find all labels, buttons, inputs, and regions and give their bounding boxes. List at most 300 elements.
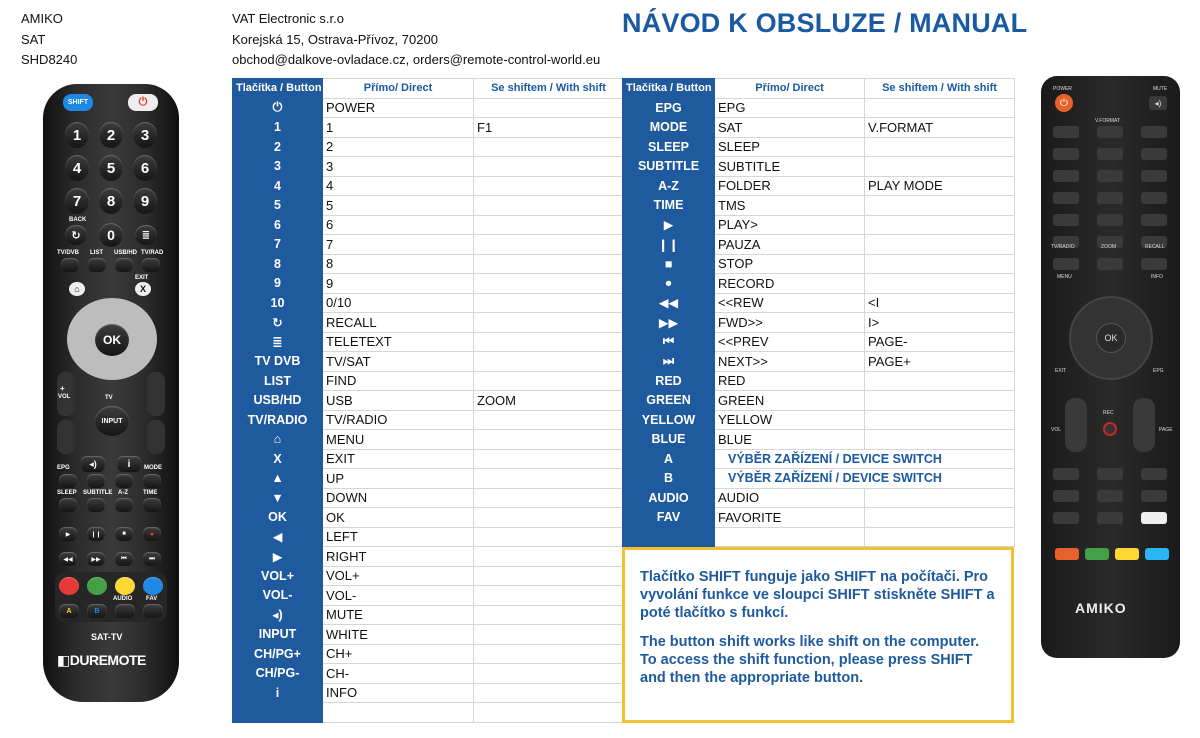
az-key: [115, 474, 133, 488]
direct-cell: EPG: [715, 98, 865, 118]
time-row-key: [115, 498, 133, 512]
usbhd-label: USB/HD: [114, 250, 138, 256]
button-cell: TIME: [623, 196, 715, 216]
red-key: [1055, 548, 1079, 560]
key: [1141, 490, 1167, 502]
key: [1141, 258, 1167, 270]
shift-cell: [865, 254, 1015, 274]
table-row: [233, 118, 624, 138]
direct-cell: 0/10: [323, 293, 474, 313]
button-cell: ⏭: [623, 352, 715, 372]
ok-key: OK: [1096, 323, 1126, 353]
button-cell: AUDIO: [623, 488, 715, 508]
shift-cell: [474, 410, 624, 430]
play-icon: ▶: [59, 527, 77, 541]
direct-cell: 6: [323, 215, 474, 235]
shift-cell: [865, 410, 1015, 430]
direct-cell: INFO: [323, 683, 474, 703]
shift-cell: F1: [474, 118, 624, 138]
fav-key: [143, 604, 163, 618]
digit-key: 9: [133, 188, 157, 214]
subtitle-label: SUBTITLE: [83, 490, 113, 496]
shift-cell: [474, 625, 624, 645]
button-cell: CH/PG+: [233, 644, 323, 664]
audio-key: [115, 604, 135, 618]
table-row: [233, 371, 624, 391]
table-row: [233, 625, 624, 645]
table-row: [233, 488, 624, 508]
table-row: [233, 508, 624, 528]
sleep-key: [59, 474, 77, 488]
table-row: [623, 469, 1015, 489]
col-header-shift: Se shiftem / With shift: [865, 79, 1015, 99]
key: [1097, 148, 1123, 160]
button-table-left: [232, 78, 624, 723]
mute-icon: ◂): [81, 456, 105, 472]
button-cell: ▲: [233, 469, 323, 489]
shift-cell: [474, 508, 624, 528]
direct-cell: AUDIO: [715, 488, 865, 508]
table-row: [623, 118, 1015, 138]
direct-cell: RECALL: [323, 313, 474, 333]
exit-icon: X: [135, 282, 151, 296]
button-cell: VOL+: [233, 566, 323, 586]
col-header-button: Tlačítka / Button: [623, 79, 715, 99]
shift-cell: [865, 391, 1015, 411]
button-cell: ⏮: [623, 332, 715, 352]
key: [1097, 490, 1123, 502]
button-cell: OK: [233, 508, 323, 528]
button-cell: ▶▶: [623, 313, 715, 333]
direct-cell: TELETEXT: [323, 332, 474, 352]
table-row: [623, 313, 1015, 333]
a-key: A: [59, 604, 79, 618]
table-row: [233, 644, 624, 664]
direct-cell: 2: [323, 137, 474, 157]
table-row: [233, 254, 624, 274]
table-row: [233, 196, 624, 216]
button-cell: ●: [623, 274, 715, 294]
direct-cell: SUBTITLE: [715, 157, 865, 177]
shift-cell: [474, 586, 624, 606]
shift-cell: [865, 196, 1015, 216]
table-row: [233, 449, 624, 469]
button-cell: i: [233, 683, 323, 703]
sleep-label: SLEEP: [57, 490, 77, 496]
list-label: LIST: [90, 250, 103, 256]
brand-line: AMIKO: [21, 11, 63, 26]
digit-key: 8: [99, 188, 123, 214]
key: [1141, 192, 1167, 204]
direct-cell: USB: [323, 391, 474, 411]
table-row: [233, 391, 624, 411]
shift-cell: [474, 644, 624, 664]
direct-cell: 7: [323, 235, 474, 255]
direct-cell: FIND: [323, 371, 474, 391]
model-line: SHD8240: [21, 52, 78, 67]
model-info: [21, 9, 77, 71]
button-cell: 2: [233, 137, 323, 157]
table-header-row: [623, 79, 1015, 99]
table-row: [623, 410, 1015, 430]
time-row-key: [59, 498, 77, 512]
blue-key: [143, 577, 163, 595]
tvrad-label: TV/RAD: [141, 250, 164, 256]
direct-cell: WHITE: [323, 625, 474, 645]
table-row: [623, 508, 1015, 528]
button-cell: ◀◀: [623, 293, 715, 313]
button-cell: ❙❙: [623, 235, 715, 255]
blue-key: [1145, 548, 1169, 560]
button-cell: GREEN: [623, 391, 715, 411]
vol-down: [57, 420, 75, 454]
table-row: [233, 293, 624, 313]
shift-cell: [474, 664, 624, 684]
table-row: [623, 176, 1015, 196]
button-cell: 5: [233, 196, 323, 216]
ch-rocker: [147, 372, 165, 416]
table-row: [233, 176, 624, 196]
button-cell: ⌂: [233, 430, 323, 450]
button-cell: LIST: [233, 371, 323, 391]
shift-cell: PAGE-: [865, 332, 1015, 352]
table-row: [623, 274, 1015, 294]
shift-cell: [474, 157, 624, 177]
shift-note: [622, 547, 1014, 723]
shift-cell: [474, 488, 624, 508]
info-label: INFO: [1151, 274, 1163, 280]
logo-d-icon: ◧: [57, 652, 70, 668]
direct-cell: TMS: [715, 196, 865, 216]
button-cell: SLEEP: [623, 137, 715, 157]
button-cell: RED: [623, 371, 715, 391]
direct-cell: TV/RADIO: [323, 410, 474, 430]
table-row: [233, 313, 624, 333]
direct-cell: RECORD: [715, 274, 865, 294]
table-row: [233, 547, 624, 567]
shift-cell: [474, 313, 624, 333]
key: [1097, 258, 1123, 270]
vendor-name: VAT Electronic s.r.o: [232, 11, 344, 26]
button-cell: 6: [233, 215, 323, 235]
vol-label: VOL: [1051, 427, 1062, 433]
shift-cell: [865, 215, 1015, 235]
ok-key: OK: [95, 324, 129, 356]
power-label: POWER: [1053, 86, 1072, 92]
page-label: PAGE: [1159, 427, 1173, 433]
brand-small: SAT-TV: [91, 632, 123, 642]
table-row: [623, 137, 1015, 157]
table-row: [233, 683, 624, 703]
direct-cell: SAT: [715, 118, 865, 138]
direct-cell: FOLDER: [715, 176, 865, 196]
direct-cell: 3: [323, 157, 474, 177]
direct-cell: <<PREV: [715, 332, 865, 352]
col-header-shift: Se shiftem / With shift: [474, 79, 624, 99]
direct-cell: RIGHT: [323, 547, 474, 567]
shift-cell: [474, 332, 624, 352]
shift-cell: [474, 527, 624, 547]
direct-cell: CH+: [323, 644, 474, 664]
table-row: [623, 332, 1015, 352]
button-cell: 7: [233, 235, 323, 255]
shift-cell: [474, 352, 624, 372]
button-cell: X: [233, 449, 323, 469]
direct-cell: MENU: [323, 430, 474, 450]
shift-cell: [474, 196, 624, 216]
pause-icon: ❙❙: [87, 527, 105, 541]
epg-label: EPG: [57, 465, 70, 471]
b-key: B: [87, 604, 107, 618]
button-cell: YELLOW: [623, 410, 715, 430]
mode-label: MODE: [144, 465, 162, 471]
shift-cell: PLAY MODE: [865, 176, 1015, 196]
recall-icon: ↻: [65, 225, 87, 245]
shift-cell: [474, 566, 624, 586]
shift-cell: [474, 371, 624, 391]
button-cell: 3: [233, 157, 323, 177]
time-row-key: [87, 498, 105, 512]
table-row: [623, 391, 1015, 411]
shift-cell: [474, 98, 624, 118]
table-row: [233, 352, 624, 372]
shift-cell: [865, 508, 1015, 528]
shift-cell: [865, 235, 1015, 255]
key: [1097, 468, 1123, 480]
shift-cell: [474, 293, 624, 313]
table-row: [233, 274, 624, 294]
time-key: [143, 474, 161, 488]
table-row: [233, 215, 624, 235]
rec-label: REC: [1103, 410, 1114, 416]
button-cell: ⏻: [233, 98, 323, 118]
button-cell: 8: [233, 254, 323, 274]
button-cell: B: [623, 469, 715, 489]
direct-cell: NEXT>>: [715, 352, 865, 372]
shift-key: SHIFT: [63, 94, 93, 111]
vendor-emails: obchod@dalkove-ovladace.cz, orders@remote-control-world.eu: [232, 52, 601, 67]
shift-cell: [865, 137, 1015, 157]
shift-cell: [474, 254, 624, 274]
direct-cell: FAVORITE: [715, 508, 865, 528]
table-row: [233, 430, 624, 450]
direct-cell: UP: [323, 469, 474, 489]
time-row-key: [143, 498, 161, 512]
vol-plus-sign: +: [60, 384, 65, 393]
record-icon: ●: [143, 527, 161, 541]
key: [1053, 148, 1079, 160]
subtitle-key: [87, 474, 105, 488]
button-cell: ↻: [233, 313, 323, 333]
button-table-right: [622, 78, 1015, 547]
button-cell: VOL-: [233, 586, 323, 606]
type-line: SAT: [21, 31, 46, 47]
fwd-icon: ▶▶: [87, 552, 105, 566]
shift-cell: [474, 547, 624, 567]
button-cell: [623, 527, 715, 547]
white-key: [1141, 512, 1167, 524]
mute-label: MUTE: [1153, 86, 1168, 92]
button-cell: INPUT: [233, 625, 323, 645]
button-cell: ▶: [623, 215, 715, 235]
direct-cell: PLAY>: [715, 215, 865, 235]
key: [1097, 126, 1123, 138]
button-cell: ◀: [233, 527, 323, 547]
direct-cell: 1: [323, 118, 474, 138]
shift-cell: [474, 215, 624, 235]
table-row: [623, 293, 1015, 313]
button-cell: SUBTITLE: [623, 157, 715, 177]
direct-cell: MUTE: [323, 605, 474, 625]
table-row: [233, 664, 624, 684]
button-cell: ■: [623, 254, 715, 274]
digit-key: 5: [99, 155, 123, 181]
key: [1097, 192, 1123, 204]
digit-key: 2: [99, 122, 123, 148]
key: [1053, 258, 1079, 270]
table-row: [623, 157, 1015, 177]
direct-cell: RED: [715, 371, 865, 391]
shift-cell: [865, 98, 1015, 118]
mute-icon: ◂): [1149, 96, 1167, 110]
table-row: [233, 527, 624, 547]
key: [1141, 148, 1167, 160]
device-switch-cell: VÝBĚR ZAŘÍZENÍ / DEVICE SWITCH: [715, 469, 1015, 489]
shift-cell: [865, 527, 1015, 547]
audio-label: AUDIO: [113, 596, 133, 602]
prev-icon: ⏮: [115, 552, 133, 566]
direct-cell: TV/SAT: [323, 352, 474, 372]
teletext-icon: ≣: [135, 225, 157, 245]
key: [1053, 126, 1079, 138]
direct-cell: [715, 527, 865, 547]
digit-key: 6: [133, 155, 157, 181]
fav-label: FAV: [146, 596, 158, 602]
tvdvb-label: TV/DVB: [57, 250, 80, 256]
table-row: [623, 215, 1015, 235]
ch-down: [147, 420, 165, 454]
green-key: [87, 577, 107, 595]
button-cell: ▶: [233, 547, 323, 567]
rew-icon: ◀◀: [59, 552, 77, 566]
vendor-info: [232, 9, 600, 71]
button-cell: MODE: [623, 118, 715, 138]
time-label: TIME: [143, 490, 158, 496]
shift-cell: [474, 137, 624, 157]
power-icon: ⏻: [128, 94, 158, 111]
direct-cell: [323, 703, 474, 723]
table-row: [623, 254, 1015, 274]
table-header-row: [233, 79, 624, 99]
red-key: [59, 577, 79, 595]
key: [1141, 126, 1167, 138]
table-row: [233, 98, 624, 118]
table-row: [623, 235, 1015, 255]
shift-cell: [865, 371, 1015, 391]
button-cell: ≣: [233, 332, 323, 352]
remote-left-image: [43, 84, 179, 702]
back-label: BACK: [69, 217, 87, 223]
digit-key: 0: [99, 223, 123, 247]
direct-cell: BLUE: [715, 430, 865, 450]
table-row: [233, 703, 624, 723]
vol-rocker: [1065, 398, 1087, 452]
vendor-address: Korejská 15, Ostrava-Přívoz, 70200: [232, 31, 438, 47]
table-row: [623, 430, 1015, 450]
epg-label: EPG: [1153, 368, 1164, 374]
digit-key: 3: [133, 122, 157, 148]
exit-label: EXIT: [1055, 368, 1067, 374]
shift-cell: [474, 235, 624, 255]
digit-key: 1: [65, 122, 89, 148]
direct-cell: 9: [323, 274, 474, 294]
vformat-label: V.FORMAT: [1095, 118, 1121, 124]
button-cell: TV DVB: [233, 352, 323, 372]
direct-cell: EXIT: [323, 449, 474, 469]
shift-cell: [474, 430, 624, 450]
power-icon: ⏻: [1055, 94, 1073, 112]
direct-cell: GREEN: [715, 391, 865, 411]
button-cell: EPG: [623, 98, 715, 118]
direct-cell: 4: [323, 176, 474, 196]
button-cell: 4: [233, 176, 323, 196]
direct-cell: SLEEP: [715, 137, 865, 157]
shift-note-cz: Tlačítko SHIFT funguje jako SHIFT na počítači. Pro vyvolání funkce ve sloupci SHIFT stiskněte SHIFT a poté tlačítko s funkcí.: [640, 569, 995, 621]
direct-cell: VOL-: [323, 586, 474, 606]
shift-cell: PAGE+: [865, 352, 1015, 372]
table-row: [623, 488, 1015, 508]
direct-cell: 5: [323, 196, 474, 216]
next-icon: ⏭: [143, 552, 161, 566]
digit-key: 4: [65, 155, 89, 181]
direct-cell: YELLOW: [715, 410, 865, 430]
table-row: [233, 586, 624, 606]
table-row: [623, 527, 1015, 547]
table-row: [233, 566, 624, 586]
key: [1053, 214, 1079, 226]
info-key: i: [117, 456, 141, 472]
button-cell: ▼: [233, 488, 323, 508]
col-header-direct: Přímo/ Direct: [323, 79, 474, 99]
direct-cell: STOP: [715, 254, 865, 274]
az-label: A-Z: [118, 490, 128, 496]
direct-cell: <<REW: [715, 293, 865, 313]
table-row: [623, 352, 1015, 372]
list-key: [88, 258, 106, 272]
key: [1053, 170, 1079, 182]
shift-note-en: The button shift works like shift on the computer. To access the shift function, please press SHIFT and then the appropriate button.: [640, 634, 980, 686]
table-row: [233, 332, 624, 352]
button-cell: ◂): [233, 605, 323, 625]
recall-label: RECALL: [1145, 244, 1165, 250]
zoom-label: ZOOM: [1101, 244, 1116, 250]
direct-cell: 8: [323, 254, 474, 274]
direct-cell: PAUZA: [715, 235, 865, 255]
table-row: [623, 371, 1015, 391]
direct-cell: POWER: [323, 98, 474, 118]
button-cell: A-Z: [623, 176, 715, 196]
device-switch-cell: VÝBĚR ZAŘÍZENÍ / DEVICE SWITCH: [715, 449, 1015, 469]
shift-cell: [474, 605, 624, 625]
tvdvb-key: [61, 258, 79, 272]
input-key: INPUT: [95, 406, 129, 436]
shift-cell: <I: [865, 293, 1015, 313]
key: [1053, 512, 1079, 524]
table-row: [233, 235, 624, 255]
key: [1141, 170, 1167, 182]
duremote-logo: ◧DUREMOTE: [57, 652, 146, 668]
button-cell: TV/RADIO: [233, 410, 323, 430]
